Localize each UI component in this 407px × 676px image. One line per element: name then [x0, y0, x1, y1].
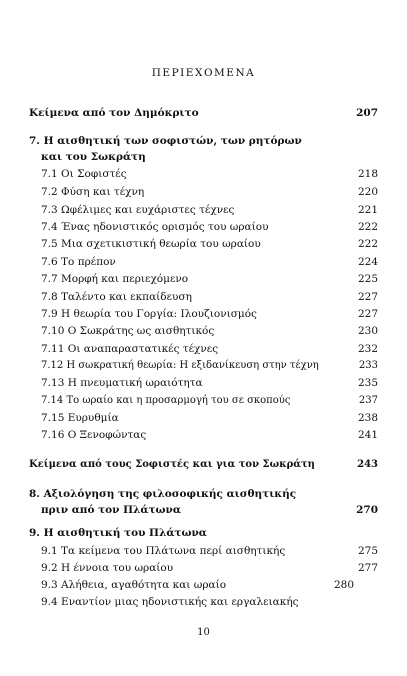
- toc-entry: [29, 166, 378, 182]
- toc-entry-page: 275: [357, 545, 378, 557]
- page-number: 10: [197, 627, 210, 638]
- toc-entry-page: 222: [357, 238, 378, 250]
- toc-entry: [29, 375, 378, 391]
- toc-entry: [29, 393, 378, 409]
- toc-entry-title: Κείμενα από τον Δημόκριτο: [29, 107, 199, 119]
- toc-entry: [29, 236, 378, 252]
- toc-entry-page: 235: [357, 377, 378, 389]
- toc-entry-title: 7.13 Η πνευματική ωραιότητα: [41, 377, 203, 389]
- toc-entry-page: 280: [333, 579, 354, 591]
- toc-entry-continuation: και του Σωκράτη: [41, 151, 146, 163]
- toc-entry-title: 7.2 Φύση και τέχνη: [41, 186, 145, 198]
- toc-entry-title: Κείμενα από τους Σοφιστές και για τον Σωκράτη: [29, 459, 315, 470]
- toc-entry-page: 218: [357, 168, 378, 180]
- toc-entry-title: 7. Η αισθητική των σοφιστών, των ρητόρων: [29, 135, 302, 147]
- toc-entry-page: 230: [357, 325, 378, 337]
- toc-entry-title: 9.1 Τα κείμενα του Πλάτωνα περί αισθητικής: [41, 545, 286, 557]
- toc-entry-title: 9.2 Η έννοια του ωραίου: [41, 562, 174, 574]
- toc-entry-page: 207: [356, 107, 378, 119]
- toc-entry-title: 7.7 Μορφή και περιεχόμενο: [41, 273, 189, 285]
- toc-entry-title: 7.11 Οι αναπαραστατικές τέχνες: [41, 343, 219, 355]
- toc-entry-page: 221: [357, 204, 378, 216]
- toc-entry-title: 7.14 Το ωραίο και η προσαρμογή του σε σκοπούς: [41, 395, 291, 406]
- toc-entry: [29, 427, 378, 443]
- toc-entry: [29, 306, 378, 322]
- toc-entry: [29, 341, 378, 357]
- toc-entry-continuation-row: [29, 502, 378, 518]
- toc-entry-page: 227: [357, 291, 378, 303]
- toc-entry: [29, 105, 378, 121]
- toc-entry: [29, 289, 378, 305]
- toc-entry-page: 232: [357, 343, 378, 355]
- toc-entry-continuation: πριν από τον Πλάτωνα: [41, 504, 181, 516]
- toc-entry-title: 9. Η αισθητική του Πλάτωνα: [29, 527, 207, 539]
- toc-entry: [29, 577, 378, 593]
- toc-entry: [29, 271, 378, 287]
- toc-entry-title: 7.10 Ο Σωκράτης ως αισθητικός: [41, 325, 215, 337]
- toc-entry-page: 233: [358, 360, 378, 371]
- toc-entry: [29, 219, 378, 235]
- toc-entry-title: 9.3 Αλήθεια, αγαθότητα και ωραίο: [41, 579, 227, 591]
- toc-entry: [29, 560, 378, 576]
- toc-entry-title: 7.15 Ευρυθμία: [41, 412, 119, 424]
- page-header: ΠΕΡΙΕΧΟΜΕΝΑ: [151, 67, 256, 79]
- toc-entry: [29, 184, 378, 200]
- toc-entry: [29, 543, 378, 559]
- toc-entry-page: 277: [357, 562, 378, 574]
- toc-entry-page: 227: [357, 308, 378, 320]
- toc-entry: [29, 358, 378, 374]
- toc-entry-page: 241: [357, 429, 378, 441]
- toc-entry-title: 8. Αξιολόγηση της φιλοσοφικής αισθητικής: [29, 488, 297, 500]
- toc-entry: [29, 457, 378, 473]
- toc-entry-page: 220: [357, 186, 378, 198]
- toc-entry-title: 7.8 Ταλέντο και εκπαίδευση: [41, 291, 192, 303]
- toc-entry-page: 237: [358, 395, 378, 406]
- toc-entry: [29, 594, 378, 610]
- toc-entry-page: 225: [357, 273, 378, 285]
- toc-entry: [29, 202, 378, 218]
- toc-entry-title: 7.1 Οι Σοφιστές: [41, 168, 127, 180]
- toc-entry-title: 7.5 Μια σχετικιστική θεωρία του ωραίου: [41, 238, 261, 250]
- toc-entry-title: 7.4 Ένας ηδονιστικός ορισμός του ωραίου: [41, 221, 269, 233]
- toc-entry: [29, 410, 378, 426]
- toc-entry-page: 222: [357, 221, 378, 233]
- toc-entry-title: 7.16 Ο Ξενοφώντας: [41, 429, 147, 441]
- toc-entry-page: 243: [357, 459, 378, 470]
- toc-entry: [29, 323, 378, 339]
- toc-entry-title: 7.6 Το πρέπον: [41, 256, 116, 268]
- toc-entry-title: 7.9 Η θεωρία του Γοργία: Ιλουζιονισμός: [41, 308, 257, 320]
- toc-entry: [29, 486, 378, 502]
- toc-entry-page: 224: [357, 256, 378, 268]
- toc-entry-title: 7.12 Η σωκρατική θεωρία: Η εξιδανίκευση στην τέχνη: [41, 360, 319, 371]
- toc-entry: [29, 525, 378, 541]
- toc-entry: [29, 254, 378, 270]
- toc-entry-page: 270: [356, 504, 378, 516]
- toc-entry-title: 7.3 Ωφέλιμες και ευχάριστες τέχνες: [41, 204, 235, 216]
- toc-entry-title: 9.4 Εναντίον μιας ηδονιστικής και εργαλειακής: [41, 596, 299, 608]
- toc-entry: [29, 133, 378, 149]
- toc-entry-page: 238: [357, 412, 378, 424]
